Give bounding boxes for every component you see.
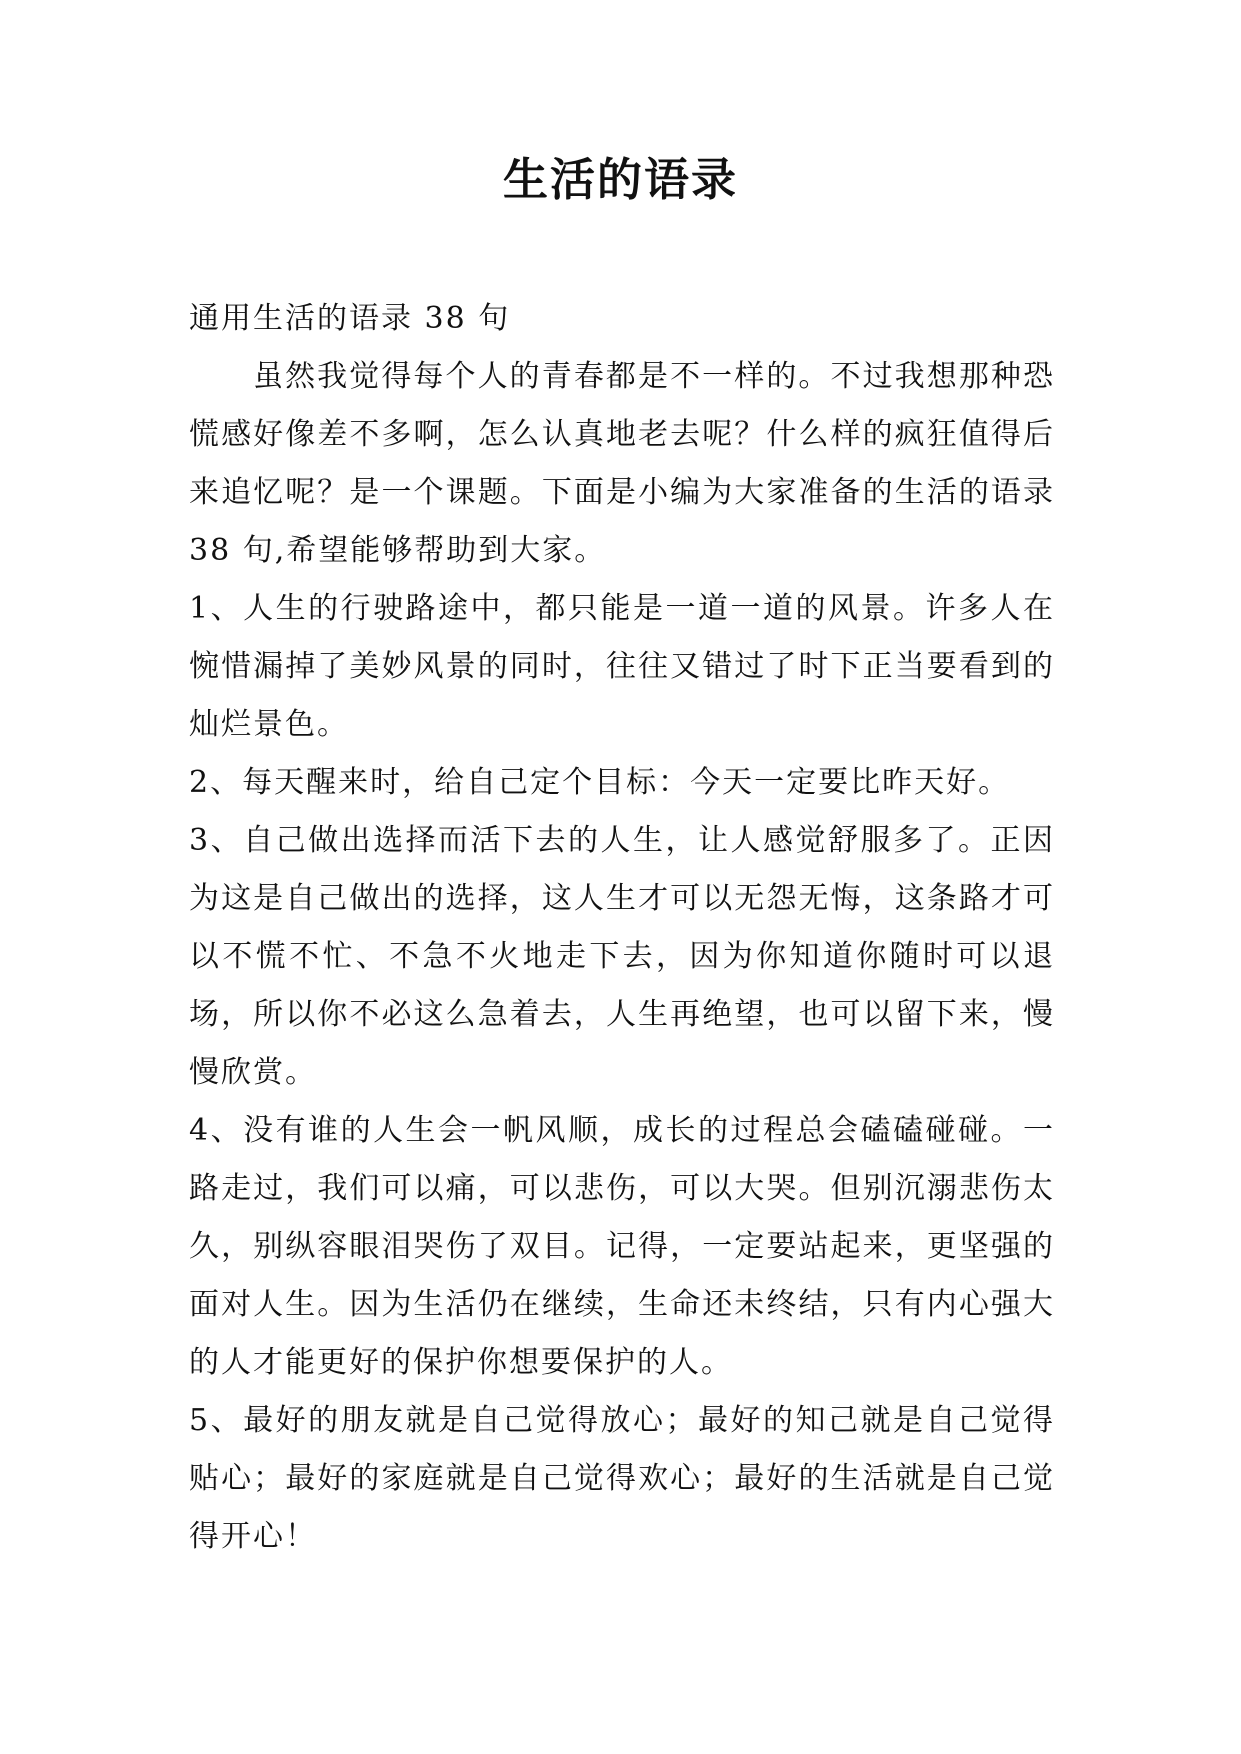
quote-item-5: 5、最好的朋友就是自己觉得放心；最好的知己就是自己觉得贴心；最好的家庭就是自己觉得欢心；最好的生活就是自己觉得开心！ [189,1403,1055,1554]
quote-item-3: 3、自己做出选择而活下去的人生，让人感觉舒服多了。正因为这是自己做出的选择，这人生才可以无怨无悔，这条路才可以不慌不忙、不急不火地走下去，因为你知道你随时可以退场，所以你不必这么急着去，人生再绝望，也可以留下来，慢慢欣赏。 [189,823,1055,1090]
quote-item-2: 2、每天醒来时，给自己定个目标：今天一定要比昨天好。 [189,765,1011,800]
quote-item-4: 4、没有谁的人生会一帆风顺，成长的过程总会磕磕碰碰。一路走过，我们可以痛，可以悲伤，可以大哭。但别沉溺悲伤太久，别纵容眼泪哭伤了双目。记得，一定要站起来，更坚强的面对人生。因为生活仍在继续，生命还未终结，只有内心强大的人才能更好的保护你想要保护的人。 [189,1113,1055,1380]
quote-item-1: 1、人生的行驶路途中，都只能是一道一道的风景。许多人在惋惜漏掉了美妙风景的同时，往往又错过了时下正当要看到的灿烂景色。 [189,591,1055,742]
document-body [189,290,1055,1566]
document-title: 生活的语录 [502,153,738,206]
intro-paragraph: 虽然我觉得每个人的青春都是不一样的。不过我想那种恐慌感好像差不多啊，怎么认真地老去呢？什么样的疯狂值得后来追忆呢？是一个课题。下面是小编为大家准备的生活的语录 38 句,希望能够帮助到大家。 [189,359,1055,568]
document-subtitle: 通用生活的语录 38 句 [189,301,511,336]
